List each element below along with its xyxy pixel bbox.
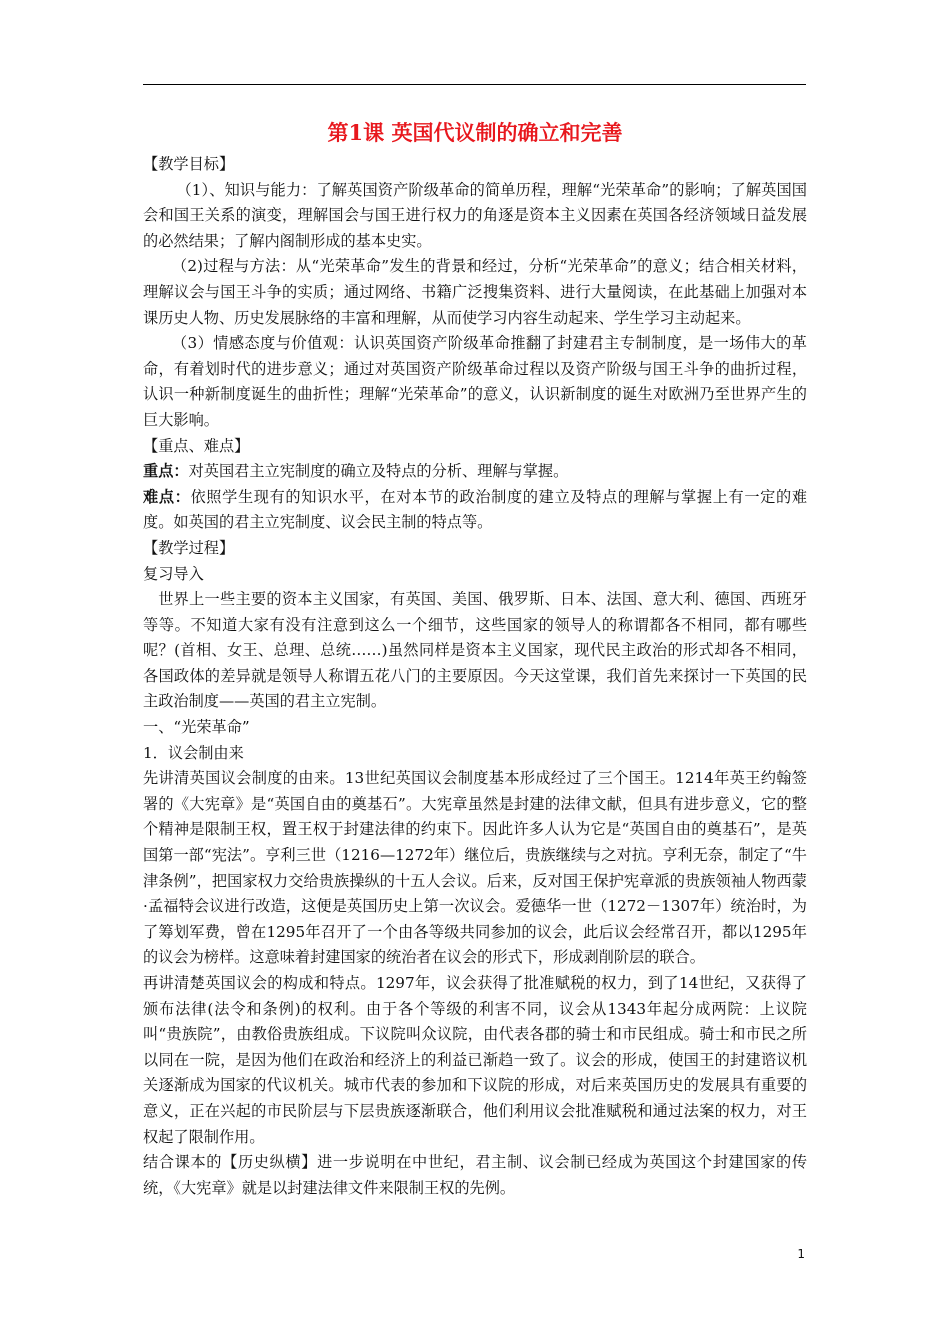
subsection-parliament-origin: 1．议会制由来: [143, 743, 244, 762]
lesson-title: 第1课 英国代议制的确立和完善: [327, 120, 623, 145]
heading-key-points: 【重点、难点】: [143, 436, 250, 455]
review-intro-heading: 复习导入: [143, 564, 204, 583]
key-text: 对英国君主立宪制度的确立及特点的分析、理解与掌握。: [188, 462, 569, 481]
intro-paragraph: 世界上一些主要的资本主义国家，有英国、美国、俄罗斯、日本、法国、意大利、德国、西班牙等等。不知道大家有没有注意到这么一个细节，这些国家的领导人的称谓都各不相同，都有哪些呢？(首相、女王、总理、总统……)虽然同样是资本主义国家，现代民主政治的形式却各不相同，各国政体的差异就是领导人称谓五花八门的主要原因。今天这堂课，我们首先来探讨一下英国的民主政治制度——英国的君主立宪制。: [143, 590, 807, 711]
key-point: [143, 459, 807, 485]
goal-knowledge: （1）、知识与能力：了解英国资产阶级革命的简单历程，理解“光荣革命”的影响；了解英国国会和国王关系的演变，理解国会与国王进行权力的角逐是资本主义因素在英国各经济领域日益发展的必然结果；了解内阁制形成的基本史实。: [143, 180, 807, 250]
goal-emotion: （3）情感态度与价值观：认识英国资产阶级革命推翻了封建君主专制制度，是一场伟大的革命，有着划时代的进步意义；通过对英国资产阶级革命过程以及资产阶级与国王斗争的曲折过程，认识一种新制度诞生的曲折性；理解“光荣革命”的意义，认识新制度的诞生对欧洲乃至世界产生的巨大影响。: [143, 334, 807, 429]
section-glorious-revolution: 一、“光荣革命”: [143, 718, 250, 737]
document-body: [143, 118, 807, 1201]
diff-label: 难点：: [143, 487, 191, 506]
goal-process: （2)过程与方法：从“光荣革命”发生的背景和经过，分析“光荣革命”的意义；结合相关材料，理解议会与国王斗争的实质；通过网络、书籍广泛搜集资料、进行大量阅读，在此基础上加强对本课历史人物、历史发展脉络的丰富和理解，从而使学习内容生动起来、学生学习主动起来。: [143, 257, 807, 327]
paragraph-origin: 先讲清英国议会制度的由来。13世纪英国议会制度基本形成经过了三个国王。1214年英王约翰签署的《大宪章》是“英国自由的奠基石”。大宪章虽然是封建的法律文献，但具有进步意义，它的整个精神是限制王权，置王权于封建法律的约束下。因此许多人认为它是“英国自由的奠基石”，是英国第一部“宪法”。亨利三世（1216—1272年）继位后，贵族继续与之对抗。亨利无奈，制定了“牛津条例”，把国家权力交给贵族操纵的十五人会议。后来，反对国王保护宪章派的贵族领袖人物西蒙·孟福特会议进行改造，这便是英国历史上第一次议会。爱德华一世（1272－1307年）统治时，为了筹划军费，曾在1295年召开了一个由各等级共同参加的议会，此后议会经常召开，都以1295年的议会为榜样。这意味着封建国家的统治者在议会的形式下，形成剥削阶层的联合。: [143, 769, 807, 967]
diff-text: 依照学生现有的知识水平，在对本节的政治制度的建立及特点的理解与掌握上有一定的难度。如英国的君主立宪制度、议会民主制的特点等。: [143, 487, 808, 532]
heading-teaching-goals: 【教学目标】: [143, 155, 235, 173]
difficult-point: [143, 485, 807, 536]
paragraph-history-note: 结合课本的【历史纵横】进一步说明在中世纪，君主制、议会制已经成为英国这个封建国家的传统，《大宪章》就是以封建法律文件来限制王权的先例。: [143, 1153, 807, 1197]
heading-teaching-process: 【教学过程】: [143, 538, 235, 557]
page-number: 1: [797, 1247, 805, 1261]
header-rule: [143, 84, 806, 85]
key-label: 重点：: [143, 462, 189, 481]
paragraph-structure: 再讲清楚英国议会的构成和特点。1297年，议会获得了批准赋税的权力，到了14世纪，又获得了颁布法律(法令和条例)的权利。由于各个等级的利害不同，议会从1343年起分成两院：上议院叫“贵族院”，由教俗贵族组成。下议院叫众议院，由代表各郡的骑士和市民组成。骑士和市民之所以同在一院，是因为他们在政治和经济上的利益已渐趋一致了。议会的形成，使国王的封建谘议机关逐渐成为国家的代议机关。城市代表的参加和下议院的形成，对后来英国历史的发展具有重要的意义，正在兴起的市民阶层与下层贵族逐渐联合，他们利用议会批准赋税和通过法案的权力，对王权起了限制作用。: [143, 974, 807, 1146]
